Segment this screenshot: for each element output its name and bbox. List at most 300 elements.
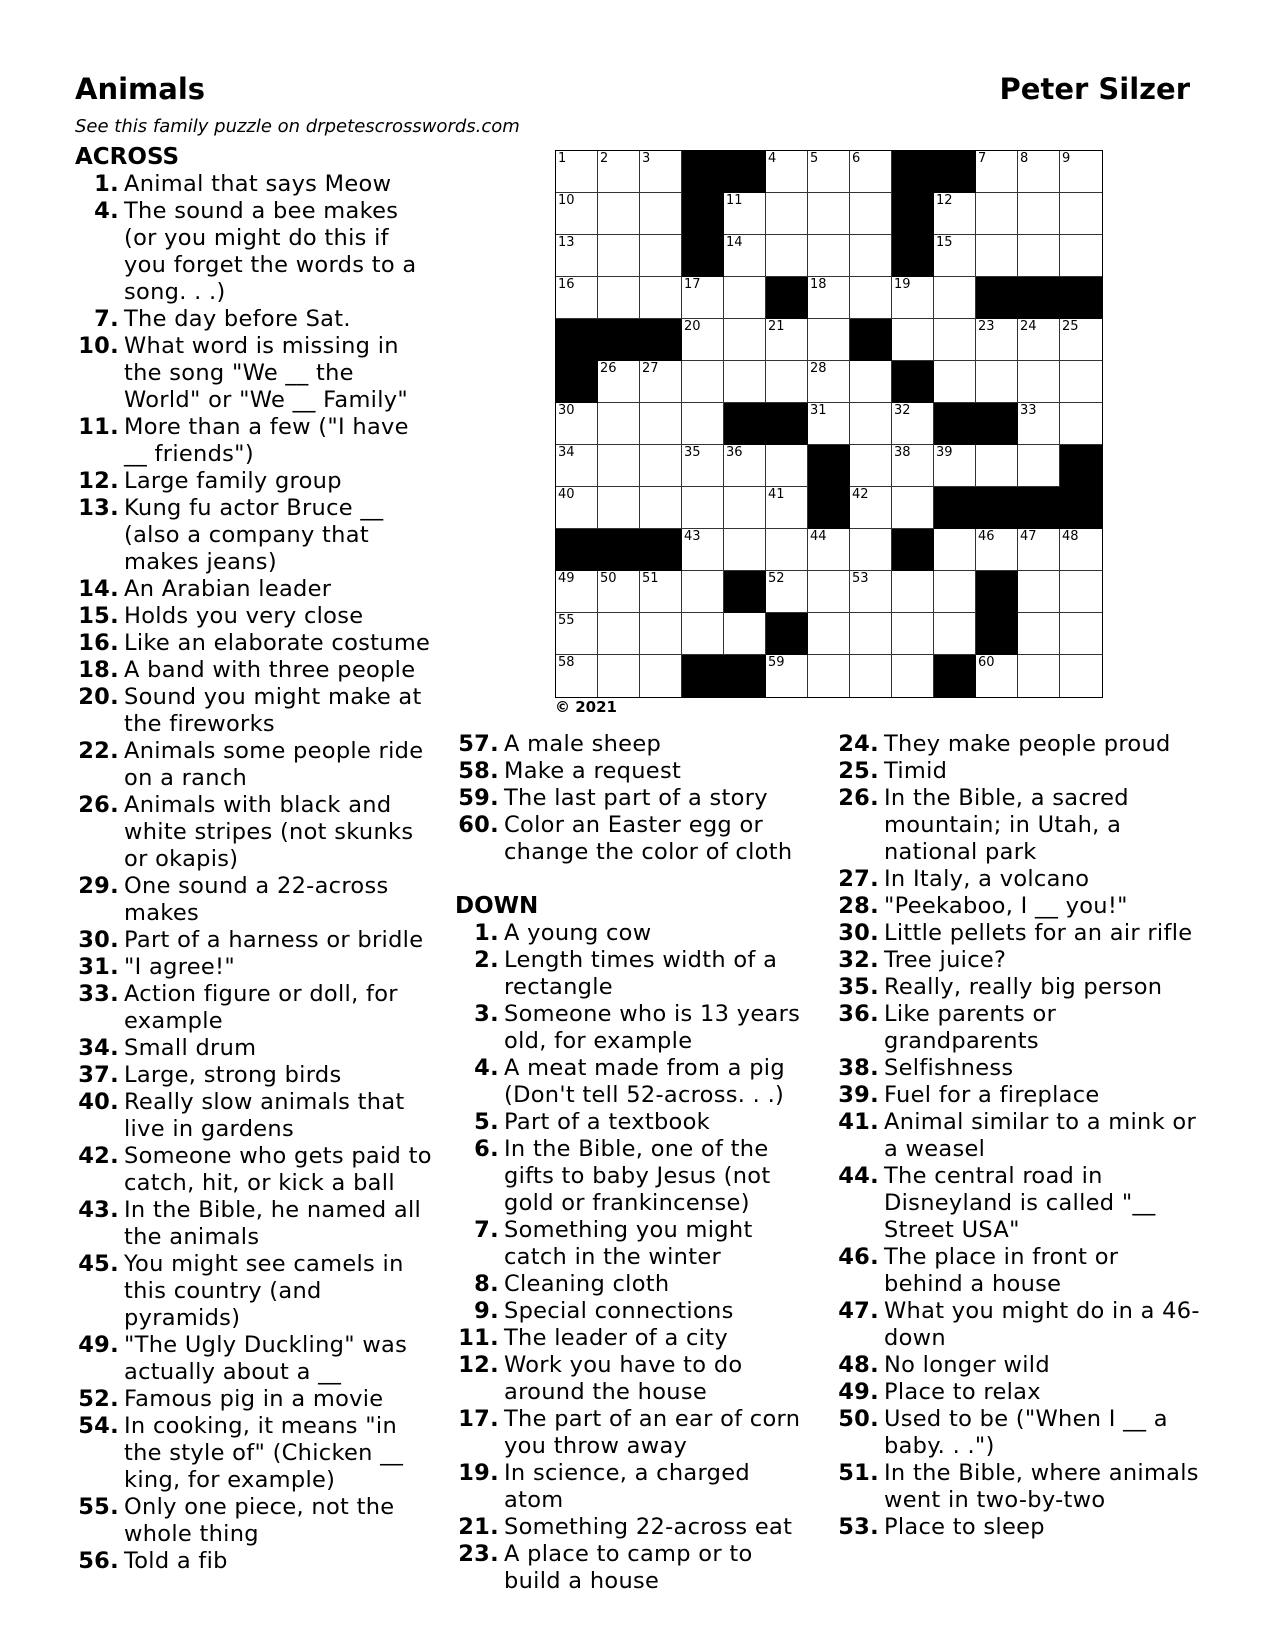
grid-cell[interactable] [682,529,724,571]
clue-item [835,920,1200,947]
grid-cell[interactable] [850,529,892,571]
grid-cell[interactable] [724,235,766,277]
cell-number: 36 [726,445,743,460]
grid-cell[interactable] [766,529,808,571]
down-clue-list-continued [835,731,1200,1541]
grid-cell[interactable] [976,193,1018,235]
clue-number: 47 . [835,1298,881,1352]
grid-block [682,151,724,193]
grid-cell[interactable] [682,571,724,613]
clue-item [75,657,435,684]
clue-column-2 [455,731,810,1595]
clue-text: In the Bible, a sacred mountain; in Utah, a national park [884,785,1129,865]
cell-number: 17 [684,277,701,292]
clue-text: Fuel for a fireplace [884,1082,1100,1108]
clue-number: 50 . [835,1406,881,1460]
clue-text: Cleaning cloth [504,1271,670,1297]
grid-cell[interactable] [598,571,640,613]
clue-item [75,603,435,630]
clue-text: An Arabian leader [124,576,332,602]
grid-cell[interactable] [598,361,640,403]
grid-cell[interactable] [766,655,808,697]
clue-number: 11 . [455,1325,501,1352]
grid-cell[interactable] [724,613,766,655]
clue-item [835,1001,1200,1055]
grid-cell[interactable] [1018,151,1060,193]
cell-number: 2 [600,151,609,166]
clue-item [455,785,810,812]
clue-number: 2 . [455,947,501,1001]
clue-number: 30 . [75,927,121,954]
grid-cell[interactable] [850,445,892,487]
grid-cell[interactable] [934,193,976,235]
clue-number: 43 . [75,1197,121,1251]
cell-number: 34 [558,445,575,460]
grid-cell[interactable] [682,319,724,361]
clue-text: Someone who gets paid to catch, hit, or kick a ball [124,1143,432,1196]
grid-cell[interactable] [640,655,682,697]
clue-text: The sound a bee makes (or you might do this if you forget the words to a song. . .) [124,198,417,305]
grid-cell[interactable] [556,613,598,655]
grid-cell[interactable] [1060,655,1102,697]
grid-cell[interactable] [892,613,934,655]
grid-cell[interactable] [976,319,1018,361]
clue-item [455,812,810,866]
grid-cell[interactable] [976,655,1018,697]
clue-item [835,1352,1200,1379]
cell-number: 31 [810,403,827,418]
grid-cell[interactable] [1060,151,1102,193]
clue-number: 37 . [75,1062,121,1089]
clue-text: Holds you very close [124,603,364,629]
clue-number: 45 . [75,1251,121,1332]
grid-cell[interactable] [850,613,892,655]
cell-number: 56 [768,613,785,628]
clue-text: Used to be ("When I __ a baby. . .") [884,1406,1168,1459]
grid-cell[interactable] [892,655,934,697]
puzzle-author: Peter Silzer [999,72,1190,106]
clue-number: 41 . [835,1109,881,1163]
grid-cell[interactable] [808,193,850,235]
clue-number: 34 . [75,1035,121,1062]
grid-cell[interactable] [850,277,892,319]
clue-number: 1 . [75,171,121,198]
cell-number: 30 [558,403,575,418]
grid-block [892,361,934,403]
clue-number: 53 . [835,1514,881,1541]
cell-number: 57 [978,613,995,628]
clue-number: 33 . [75,981,121,1035]
grid-cell[interactable] [682,361,724,403]
grid-cell[interactable] [640,403,682,445]
grid-cell[interactable] [850,403,892,445]
grid-cell[interactable] [598,277,640,319]
grid-cell[interactable] [556,403,598,445]
grid-cell[interactable] [640,277,682,319]
grid-cell[interactable] [808,277,850,319]
clue-text: Tree juice? [884,947,1007,973]
grid-block [892,151,934,193]
clue-text: Color an Easter egg or change the color of cloth [504,812,793,865]
grid-cell[interactable] [808,361,850,403]
cell-number: 32 [894,403,911,418]
clue-item [75,333,435,414]
grid-cell[interactable] [682,487,724,529]
grid-block [682,235,724,277]
clue-text: The last part of a story [504,785,768,811]
cell-number: 12 [936,193,953,208]
grid-cell[interactable] [598,655,640,697]
grid-cell[interactable] [850,571,892,613]
grid-cell[interactable] [808,613,850,655]
grid-cell[interactable] [892,445,934,487]
grid-cell[interactable] [1018,571,1060,613]
clue-item [835,947,1200,974]
cell-number: 41 [768,487,785,502]
grid-cell[interactable] [934,529,976,571]
grid-cell[interactable] [682,403,724,445]
grid-cell[interactable] [892,571,934,613]
clue-number: 23 . [455,1541,501,1595]
clue-text: In Italy, a volcano [884,866,1090,892]
clue-item [835,1298,1200,1352]
clue-number: 39 . [835,1082,881,1109]
cell-number: 7 [978,151,987,166]
cell-number: 60 [978,655,995,670]
clue-text: A young cow [504,920,652,946]
grid-cell[interactable] [976,151,1018,193]
clue-text: Part of a textbook [504,1109,710,1135]
grid-cell[interactable] [1060,613,1102,655]
grid-block [1018,487,1060,529]
clue-item [835,731,1200,758]
cell-number: 14 [726,235,743,250]
clue-number: 30 . [835,920,881,947]
grid-cell[interactable] [976,445,1018,487]
grid-cell[interactable] [934,571,976,613]
cell-number: 44 [810,529,827,544]
clue-number: 20 . [75,684,121,738]
grid-block [556,319,598,361]
cell-number: 54 [978,571,995,586]
grid-cell[interactable] [934,277,976,319]
grid-cell[interactable] [1060,319,1102,361]
grid-cell[interactable] [556,151,598,193]
clue-text: Small drum [124,1035,257,1061]
clue-item [835,1109,1200,1163]
grid-cell[interactable] [640,235,682,277]
clue-text: Large family group [124,468,342,494]
grid-block [892,529,934,571]
grid-cell[interactable] [766,487,808,529]
grid-cell[interactable] [808,403,850,445]
cell-number: 18 [810,277,827,292]
clue-number: 14 . [75,576,121,603]
grid-cell[interactable] [976,235,1018,277]
grid-cell[interactable] [556,445,598,487]
clue-item [75,1413,435,1494]
grid-cell[interactable] [724,277,766,319]
grid-cell[interactable] [1018,613,1060,655]
clue-text: Animal that says Meow [124,171,392,197]
grid-cell[interactable] [934,319,976,361]
grid-cell[interactable] [682,277,724,319]
grid-cell[interactable] [766,361,808,403]
clue-item [75,873,435,927]
grid-cell[interactable] [1018,361,1060,403]
grid-cell[interactable] [598,403,640,445]
grid-cell[interactable] [808,571,850,613]
grid-cell[interactable] [1060,235,1102,277]
grid-cell[interactable] [598,235,640,277]
grid-cell[interactable] [724,193,766,235]
clue-text: Special connections [504,1298,734,1324]
grid-cell[interactable] [1018,319,1060,361]
clue-item [75,1548,435,1575]
clue-text: Little pellets for an air rifle [884,920,1193,946]
grid-cell[interactable] [766,235,808,277]
clue-number: 1 . [455,920,501,947]
grid-cell[interactable] [1018,529,1060,571]
grid-cell[interactable] [682,613,724,655]
clue-item [75,1332,435,1386]
clue-text: A male sheep [504,731,662,757]
cell-number: 10 [558,193,575,208]
grid-block [976,571,1018,613]
grid-cell[interactable] [1060,403,1102,445]
clue-number: 28 . [835,893,881,920]
grid-cell[interactable] [808,529,850,571]
grid-block [724,151,766,193]
cell-number: 55 [558,613,575,628]
clue-text: Animal similar to a mink or a weasel [884,1109,1197,1162]
clue-number: 5 . [455,1109,501,1136]
grid-cell[interactable] [976,529,1018,571]
clue-text: One sound a 22-across makes [124,873,389,926]
cell-number: 20 [684,319,701,334]
grid-cell[interactable] [1018,403,1060,445]
grid-cell[interactable] [1060,529,1102,571]
grid-block [724,403,766,445]
clue-item [75,927,435,954]
clue-number: 54 . [75,1413,121,1494]
clue-item [455,1325,810,1352]
clue-text: Animals some people ride on a ranch [124,738,424,791]
grid-cell[interactable] [598,487,640,529]
clue-item [455,1109,810,1136]
clue-item [835,1406,1200,1460]
clue-item [75,1494,435,1548]
clue-text: In science, a charged atom [504,1460,750,1513]
clue-number: 40 . [75,1089,121,1143]
cell-number: 4 [768,151,777,166]
clue-item [75,468,435,495]
grid-block [598,319,640,361]
grid-cell[interactable] [556,487,598,529]
grid-cell[interactable] [556,193,598,235]
cell-number: 40 [558,487,575,502]
clue-item [75,954,435,981]
grid-cell[interactable] [850,235,892,277]
grid-cell[interactable] [892,319,934,361]
across-clue-list [75,171,435,1575]
clue-text: Someone who is 13 years old, for example [504,1001,801,1054]
grid-cell[interactable] [850,655,892,697]
clue-number: 22 . [75,738,121,792]
clue-number: 35 . [835,974,881,1001]
clue-text: Really, really big person [884,974,1163,1000]
clue-text: Only one piece, not the whole thing [124,1494,395,1547]
grid-cell[interactable] [724,529,766,571]
cell-number: 51 [642,571,659,586]
grid-block [640,319,682,361]
grid-block [556,529,598,571]
cell-number: 50 [600,571,617,586]
grid-cell[interactable] [598,613,640,655]
grid-cell[interactable] [1060,193,1102,235]
grid-cell[interactable] [766,151,808,193]
across-heading: ACROSS [75,144,180,170]
cell-number: 28 [810,361,827,376]
grid-cell[interactable] [766,571,808,613]
clue-text: No longer wild [884,1352,1050,1378]
grid-cell[interactable] [724,319,766,361]
clue-text: Make a request [504,758,682,784]
clue-text: "I agree!" [124,954,236,980]
clue-number: 42 . [75,1143,121,1197]
cell-number: 45 [894,529,911,544]
cell-number: 25 [1062,319,1079,334]
grid-block [850,319,892,361]
clue-number: 4 . [455,1055,501,1109]
grid-cell[interactable] [682,445,724,487]
clue-number: 59 . [455,785,501,812]
cell-number: 43 [684,529,701,544]
clue-item [835,1082,1200,1109]
clue-number: 11 . [75,414,121,468]
cell-number: 35 [684,445,701,460]
grid-cell[interactable] [934,445,976,487]
cell-number: 26 [600,361,617,376]
clue-item [455,1352,810,1406]
clue-item [75,1251,435,1332]
grid-cell[interactable] [808,655,850,697]
grid-cell[interactable] [598,151,640,193]
grid-cell[interactable] [766,445,808,487]
grid-cell[interactable] [850,487,892,529]
grid-cell[interactable] [556,655,598,697]
clue-text: Work you have to do around the house [504,1352,743,1405]
clue-text: Something you might catch in the winter [504,1217,753,1270]
grid-cell[interactable] [850,193,892,235]
grid-cell[interactable] [892,277,934,319]
grid-cell[interactable] [556,571,598,613]
cell-number: 58 [558,655,575,670]
grid-block [934,151,976,193]
grid-cell[interactable] [640,193,682,235]
clue-text: Part of a harness or bridle [124,927,424,953]
cell-number: 59 [768,655,785,670]
clue-text: Selfishness [884,1055,1014,1081]
clue-item [75,306,435,333]
grid-cell[interactable] [850,361,892,403]
clue-number: 36 . [835,1001,881,1055]
cell-number: 6 [852,151,861,166]
clue-item [835,893,1200,920]
clue-number: 26 . [75,792,121,873]
grid-cell[interactable] [598,193,640,235]
grid-block [682,655,724,697]
grid-cell[interactable] [808,151,850,193]
clue-item [75,1143,435,1197]
cell-number: 49 [558,571,575,586]
grid-cell[interactable] [1060,571,1102,613]
clue-text: In the Bible, he named all the animals [124,1197,422,1250]
grid-cell[interactable] [640,361,682,403]
grid-cell[interactable] [1018,445,1060,487]
grid-cell[interactable] [934,235,976,277]
grid-cell[interactable] [1018,235,1060,277]
grid-cell[interactable] [724,445,766,487]
grid-cell[interactable] [640,487,682,529]
grid-cell[interactable] [934,613,976,655]
clue-number: 52 . [75,1386,121,1413]
grid-cell[interactable] [556,277,598,319]
grid-cell[interactable] [766,193,808,235]
grid-cell[interactable] [1018,655,1060,697]
clue-text: Really slow animals that live in gardens [124,1089,405,1142]
clue-item [75,414,435,468]
grid-cell[interactable] [1060,361,1102,403]
clue-item [75,495,435,576]
grid-block [1060,277,1102,319]
grid-cell[interactable] [598,445,640,487]
grid-cell[interactable] [808,319,850,361]
clue-item [455,1136,810,1217]
clue-number: 17 . [455,1406,501,1460]
clue-item [455,1514,810,1541]
grid-cell[interactable] [892,403,934,445]
grid-cell[interactable] [640,613,682,655]
grid-cell[interactable] [976,361,1018,403]
grid-cell[interactable] [724,487,766,529]
grid-cell[interactable] [766,319,808,361]
clue-item [455,947,810,1001]
grid-cell[interactable] [640,445,682,487]
grid-cell[interactable] [724,361,766,403]
grid-block [766,403,808,445]
grid-block [724,655,766,697]
grid-cell[interactable] [556,235,598,277]
grid-cell[interactable] [934,361,976,403]
grid-cell[interactable] [850,151,892,193]
cell-number: 13 [558,235,575,250]
grid-block [682,193,724,235]
clue-item [75,1035,435,1062]
grid-cell[interactable] [640,571,682,613]
grid-block [1060,445,1102,487]
grid-cell[interactable] [892,487,934,529]
clue-text: Sound you might make at the fireworks [124,684,422,737]
cell-number: 3 [642,151,651,166]
grid-cell[interactable] [808,235,850,277]
grid-cell[interactable] [640,151,682,193]
clue-item [455,1406,810,1460]
cell-number: 37 [810,445,827,460]
clue-text: In cooking, it means "in the style of" (Chicken __ king, for example) [124,1413,404,1493]
clue-number: 27 . [835,866,881,893]
grid-cell[interactable] [1018,193,1060,235]
